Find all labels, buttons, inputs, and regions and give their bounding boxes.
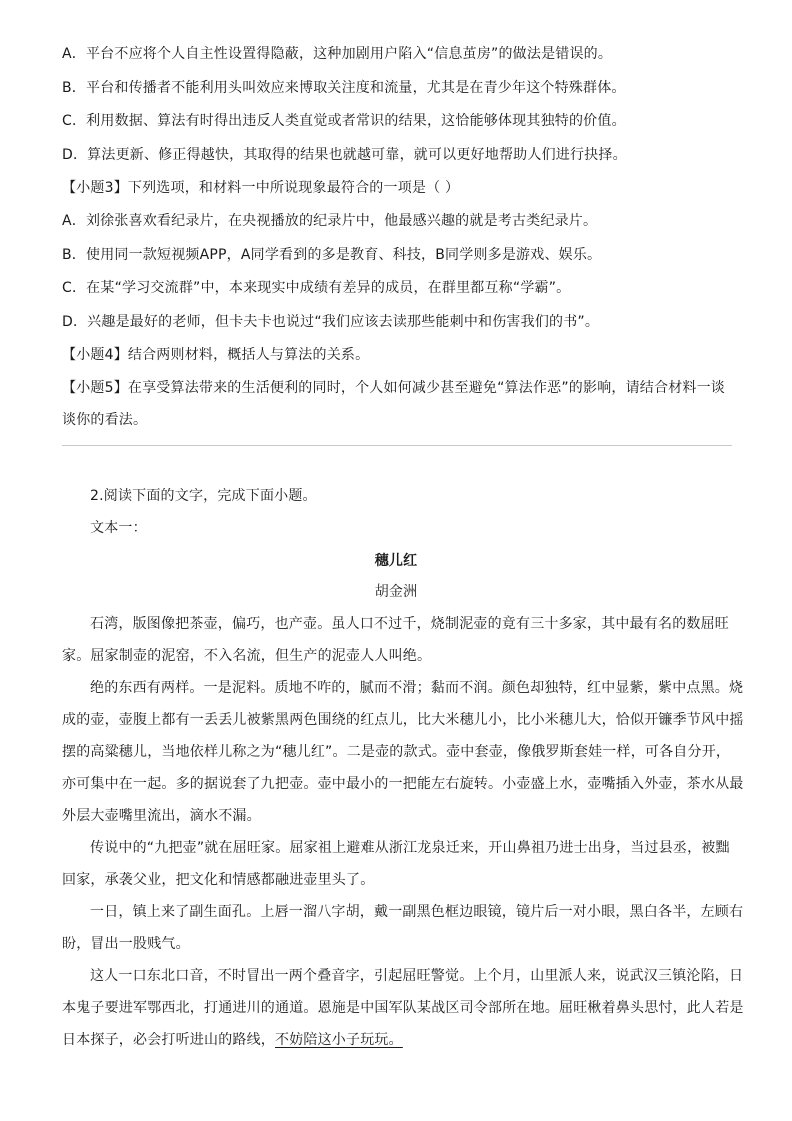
- article-title: 穗儿红: [374, 553, 418, 569]
- option-b: B．使用同一款短视频APP，A同学看到的多是教育、科技，B同学则多是游戏、娱乐。: [62, 247, 602, 263]
- paragraph-line: 摆的高粱穗儿，当地依样儿称之为“穗儿红”。二是壶的款式。壶中套壶，像俄罗斯套娃一样，可各自分开，: [62, 744, 731, 760]
- paragraph-line: [62, 1030, 403, 1050]
- option-a: A．平台不应将个人自主性设置得隐蔽，这种加剧用户陷入“信息茧房”的做法是错误的。: [62, 46, 613, 62]
- underlined-sentence: 不妨陪这小子玩玩。: [275, 1032, 403, 1048]
- paragraph-line: 回家，承袭父业，把文化和情感都融进壶里头了。: [62, 872, 375, 888]
- paragraph-line: 成的壶，壶腹上都有一丢丢儿被紫黑两色围绕的红点儿，比大米穗儿小，比小米穗儿大，恰似开镰季节风中摇: [62, 712, 744, 728]
- paragraph-line: 外层大壶嘴里流出，滴水不漏。: [62, 808, 261, 824]
- article-author: 胡金洲: [374, 584, 418, 600]
- paragraph-line: 绝的东西有两样。一是泥料。质地不咋的，腻而不滑；黏而不润。颜色却独特，红中显紫，紫中点黑。烧: [90, 680, 744, 696]
- paragraph-line: 本鬼子要进军鄂西北，打通进川的通道。恩施是中国军队某战区司令部所在地。屈旺楸着鼻头思忖，此人若是: [62, 1000, 744, 1016]
- question-5-line1: 【小题5】在享受算法带来的生活便利的同时，个人如何减少甚至避免“算法作恶”的影响，请结合材料一谈: [62, 380, 726, 396]
- option-d: D．兴趣是最好的老师，但卡夫卡也说过“我们应该去读那些能刺中和伤害我们的书”。: [62, 314, 600, 330]
- paragraph-line: 这人一口东北口音，不时冒出一两个叠音字，引起屈旺警觉。上个月，山里派人来，说武汉三镇沦陷，日: [90, 968, 744, 984]
- option-d: D．算法更新、修正得越快，其取得的结果也就越可靠，就可以更好地帮助人们进行抉择。: [62, 147, 627, 163]
- text-label: 文本一：: [90, 520, 147, 536]
- paragraph-line: 盼，冒出一股贱气。: [62, 936, 190, 952]
- paragraph-text: 日本探子，必会打听进山的路线，: [62, 1032, 275, 1048]
- section-divider: [62, 445, 732, 446]
- question-4: 【小题4】结合两则材料，概括人与算法的关系。: [62, 347, 370, 363]
- option-b: B．平台和传播者不能利用头叫效应来博取关注度和流量，尤其是在青少年这个特殊群体。: [62, 80, 626, 96]
- option-c: C．利用数据、算法有时得出违反人类直觉或者常识的结果，这恰能够体现其独特的价值。: [62, 113, 626, 129]
- section-heading: 2.阅读下面的文字，完成下面小题。: [90, 488, 317, 504]
- option-c: C．在某“学习交流群”中，本来现实中成绩有差异的成员，在群里都互称“学霸”。: [62, 280, 571, 296]
- paragraph-line: 家。屈家制壶的泥窑，不入名流，但生产的泥壶人人叫绝。: [62, 648, 432, 664]
- paragraph-line: 传说中的“九把壶”就在屈旺家。屈家祖上避难从浙江龙泉迁来，开山鼻祖乃进士出身，当过县丞，被黜: [90, 840, 730, 856]
- paragraph-line: 石湾，版图像把茶壶，偏巧，也产壶。虽人口不过千，烧制泥壶的竟有三十多家，其中最有名的数屈旺: [90, 616, 729, 632]
- question-3-stem: 【小题3】下列选项，和材料一中所说现象最符合的一项是（ ）: [62, 180, 460, 196]
- question-5-line2: 谈你的看法。: [62, 412, 148, 428]
- option-a: A．刘徐张喜欢看纪录片，在央视播放的纪录片中，他最感兴趣的就是考古类纪录片。: [62, 213, 598, 229]
- paragraph-line: 一日，镇上来了副生面孔。上唇一溜八字胡，戴一副黑色框边眼镜，镜片后一对小眼，黑白各半，左顾右: [90, 904, 744, 920]
- paragraph-line: 亦可集中在一起。多的据说套了九把壶。壶中最小的一把能左右旋转。小壶盛上水，壶嘴插入外壶，茶水从最: [62, 776, 744, 792]
